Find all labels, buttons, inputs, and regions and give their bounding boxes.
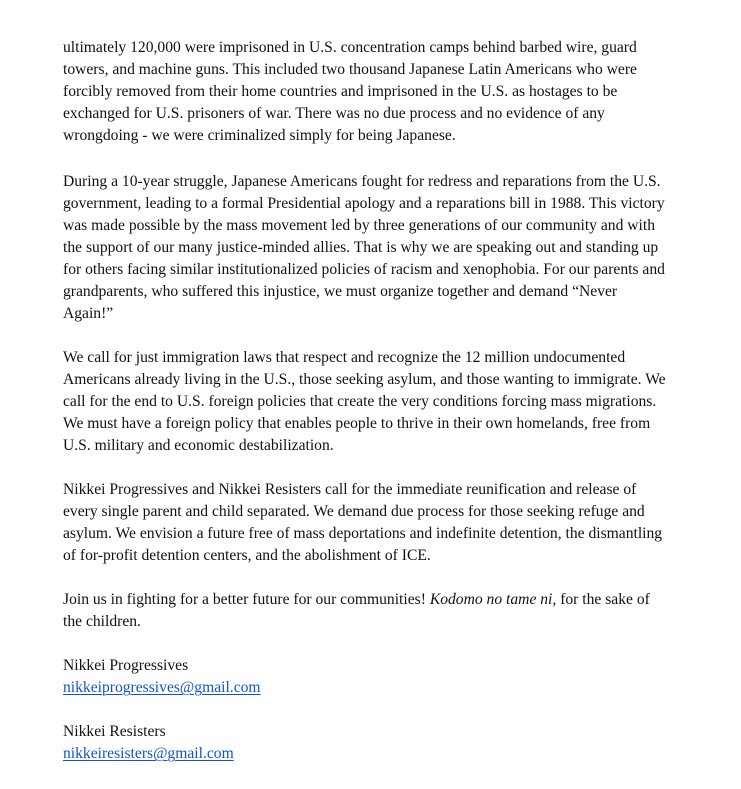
closing-lead-text: Join us in fighting for a better future for our communities! <box>63 591 430 608</box>
paragraph-3-line-3: call for the end to U.S. foreign policies that create the very conditions forcing mass migrations. <box>63 393 657 410</box>
signature-org-name: Nikkei Progressives <box>63 657 189 674</box>
paragraph-4-line-2: every single parent and child separated. We demand due process for those seeking refuge and <box>63 503 645 520</box>
signature-org-name: Nikkei Resisters <box>63 723 166 740</box>
paragraph-2-line-2: government, leading to a formal Presidential apology and a reparations bill in 1988. This victory <box>63 195 665 212</box>
paragraph-1-line-3: forcibly removed from their home countries and imprisoned in the U.S. as hostages to be <box>63 83 618 100</box>
email-link-text[interactable]: nikkeiprogressives@gmail.com <box>63 679 261 696</box>
closing-tail-text: for the sake of <box>556 591 650 608</box>
signature-email-link[interactable] <box>63 743 234 765</box>
paragraph-4-line-3: asylum. We envision a future free of mass deportations and indefinite detention, the dismantling <box>63 525 663 542</box>
email-link-text[interactable]: nikkeiresisters@gmail.com <box>63 745 234 762</box>
paragraph-2-line-5: for others facing similar institutionalized policies of racism and xenophobia. For our parents and <box>63 261 665 278</box>
paragraph-3-line-1: We call for just immigration laws that respect and recognize the 12 million undocumented <box>63 349 626 366</box>
paragraph-3-line-4: We must have a foreign policy that enables people to thrive in their own homelands, free from <box>63 415 651 432</box>
paragraph-2-line-6: grandparents, who suffered this injustice, we must organize together and demand “Never <box>63 283 618 300</box>
paragraph-1-line-4: exchanged for U.S. prisoners of war. There was no due process and no evidence of any <box>63 105 605 122</box>
closing-italic-phrase: Kodomo no tame ni, <box>429 591 557 608</box>
paragraph-4-line-4: of for-profit detention centers, and the abolishment of ICE. <box>63 547 431 564</box>
signature-email-link[interactable] <box>63 677 261 699</box>
closing-line-1 <box>63 589 650 611</box>
paragraph-3-line-2: Americans already living in the U.S., those seeking asylum, and those wanting to immigrate. We <box>63 371 666 388</box>
paragraph-2-line-1: During a 10-year struggle, Japanese Americans fought for redress and reparations from the U.S. <box>63 173 661 190</box>
paragraph-3-line-5: U.S. military and economic destabilization. <box>63 437 334 454</box>
paragraph-2-line-7: Again!” <box>63 305 114 322</box>
paragraph-1-line-1: ultimately 120,000 were imprisoned in U.S. concentration camps behind barbed wire, guard <box>63 39 637 56</box>
paragraph-1-line-5: wrongdoing - we were criminalized simply for being Japanese. <box>63 127 456 144</box>
paragraph-2-line-3: was made possible by the mass movement led by three generations of our community and with <box>63 217 655 234</box>
paragraph-4-line-1: Nikkei Progressives and Nikkei Resisters call for the immediate reunification and release of <box>63 481 637 498</box>
closing-line-2: the children. <box>63 613 141 630</box>
paragraph-2-line-4: the support of our many justice-minded allies. That is why we are speaking out and standing up <box>63 239 659 256</box>
paragraph-1-line-2: towers, and machine guns. This included two thousand Japanese Latin Americans who were <box>63 61 637 78</box>
